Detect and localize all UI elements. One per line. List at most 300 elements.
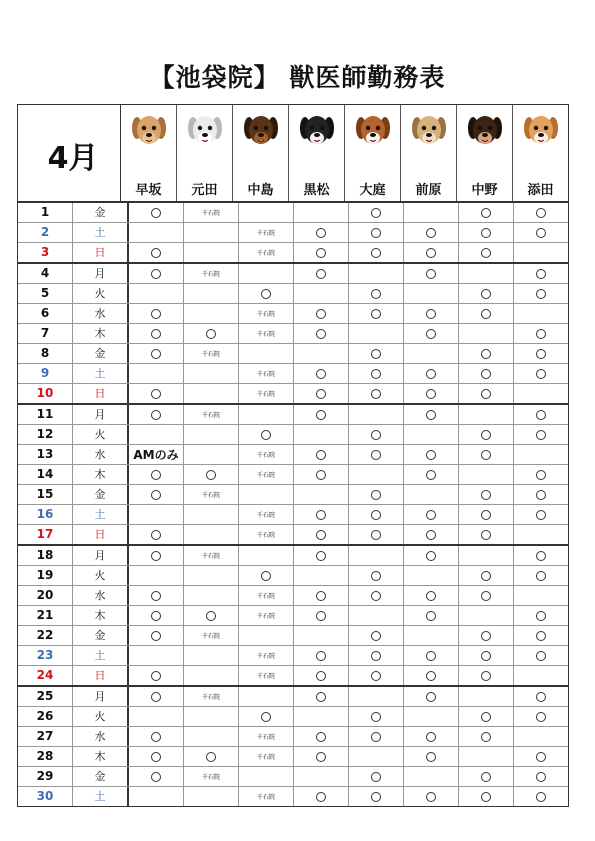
on-duty-mark <box>261 712 271 722</box>
on-duty-mark <box>316 450 326 460</box>
on-duty-mark <box>371 289 381 299</box>
date-cell: 25 <box>18 687 73 706</box>
shift-cell <box>349 264 404 283</box>
shift-cell <box>404 727 459 746</box>
shift-cell <box>129 566 184 585</box>
date-cell: 30 <box>18 787 73 806</box>
shift-cell <box>459 566 514 585</box>
on-duty-mark <box>316 248 326 258</box>
on-duty-mark <box>371 389 381 399</box>
on-duty-mark <box>316 651 326 661</box>
branch-note: 千石院 <box>201 774 220 781</box>
shift-cell <box>514 586 568 605</box>
shift-cell <box>239 727 294 746</box>
shift-cell <box>459 767 514 786</box>
shift-cell <box>129 626 184 645</box>
branch-note: 千石院 <box>201 351 220 358</box>
table-row <box>18 546 568 566</box>
on-duty-mark <box>371 369 381 379</box>
shift-cell <box>459 747 514 766</box>
shift-cell <box>294 646 349 665</box>
shift-cell <box>129 646 184 665</box>
shift-cell <box>404 525 459 544</box>
on-duty-mark <box>316 329 326 339</box>
shift-cell <box>239 646 294 665</box>
doctor-column <box>289 105 345 201</box>
table-row <box>18 304 568 324</box>
shift-cell <box>514 747 568 766</box>
on-duty-mark <box>371 530 381 540</box>
shift-cell <box>404 626 459 645</box>
branch-note: 千石院 <box>256 593 275 600</box>
on-duty-mark <box>536 792 546 802</box>
chihuahua-icon <box>467 105 503 155</box>
shift-cell <box>349 787 404 806</box>
shift-cell <box>129 465 184 484</box>
shift-cell <box>404 505 459 524</box>
on-duty-mark <box>371 772 381 782</box>
shift-cell <box>404 264 459 283</box>
shift-cell <box>514 666 568 685</box>
shift-cell <box>404 646 459 665</box>
on-duty-mark <box>151 470 161 480</box>
on-duty-mark <box>481 772 491 782</box>
branch-note: 千石院 <box>256 230 275 237</box>
doctor-name: 元田 <box>191 183 218 198</box>
on-duty-mark <box>371 430 381 440</box>
branch-note: 千石院 <box>256 391 275 398</box>
table-row <box>18 485 568 505</box>
shift-cell <box>514 687 568 706</box>
jack-russell-icon <box>355 105 391 155</box>
date-cell: 1 <box>18 203 73 222</box>
on-duty-mark <box>536 269 546 279</box>
table-row <box>18 606 568 626</box>
weekday-cell: 月 <box>73 405 129 424</box>
on-duty-mark <box>481 349 491 359</box>
shift-cell <box>129 304 184 323</box>
table-row <box>18 646 568 666</box>
shift-cell <box>294 364 349 383</box>
table-row <box>18 243 568 264</box>
on-duty-mark <box>536 490 546 500</box>
shift-cell <box>459 264 514 283</box>
shift-cell <box>459 687 514 706</box>
shift-cell <box>349 243 404 262</box>
shift-cell <box>349 707 404 726</box>
shift-cell <box>184 384 239 403</box>
shift-cell <box>184 324 239 343</box>
shift-cell <box>514 405 568 424</box>
on-duty-mark <box>151 389 161 399</box>
shift-cell <box>459 707 514 726</box>
shift-cell <box>514 203 568 222</box>
shift-cell <box>184 223 239 242</box>
on-duty-mark <box>371 792 381 802</box>
on-duty-mark <box>316 470 326 480</box>
branch-note: 千石院 <box>256 794 275 801</box>
shift-cell <box>129 727 184 746</box>
branch-note: 千石院 <box>201 633 220 640</box>
shift-cell <box>294 223 349 242</box>
weekday-cell: 水 <box>73 727 129 746</box>
am-only-note: AMのみ <box>133 448 179 462</box>
branch-note: 千石院 <box>201 492 220 499</box>
date-cell: 14 <box>18 465 73 484</box>
shift-cell <box>349 284 404 303</box>
doctor-column <box>121 105 177 201</box>
on-duty-mark <box>536 772 546 782</box>
on-duty-mark <box>536 510 546 520</box>
shift-cell <box>129 243 184 262</box>
doctor-name: 添田 <box>527 183 554 198</box>
shift-cell <box>294 525 349 544</box>
shift-cell <box>294 425 349 444</box>
shift-cell <box>129 223 184 242</box>
on-duty-mark <box>426 228 436 238</box>
shift-cell <box>294 284 349 303</box>
branch-note: 千石院 <box>201 412 220 419</box>
shift-cell <box>459 223 514 242</box>
on-duty-mark <box>371 591 381 601</box>
branch-note: 千石院 <box>256 331 275 338</box>
table-row <box>18 384 568 405</box>
shift-cell <box>459 626 514 645</box>
shift-cell <box>459 425 514 444</box>
table-row <box>18 525 568 546</box>
on-duty-mark <box>316 551 326 561</box>
shift-cell <box>349 646 404 665</box>
dachshund-dark-icon <box>243 105 279 155</box>
shift-cell <box>184 747 239 766</box>
shift-cell <box>404 324 459 343</box>
doctor-name: 黒松 <box>303 183 330 198</box>
on-duty-mark <box>206 470 216 480</box>
on-duty-mark <box>371 571 381 581</box>
shift-cell <box>459 284 514 303</box>
shift-cell <box>404 425 459 444</box>
table-row <box>18 787 568 806</box>
on-duty-mark <box>316 389 326 399</box>
shift-cell <box>239 666 294 685</box>
shift-cell <box>294 304 349 323</box>
shift-cell <box>184 405 239 424</box>
shift-cell <box>184 203 239 222</box>
page-title: 【池袋院】 獣医師勤務表 <box>149 63 446 92</box>
shift-cell <box>349 405 404 424</box>
table-row <box>18 586 568 606</box>
on-duty-mark <box>481 571 491 581</box>
branch-note: 千石院 <box>201 553 220 560</box>
on-duty-mark <box>481 450 491 460</box>
shift-cell <box>404 747 459 766</box>
on-duty-mark <box>536 571 546 581</box>
date-cell: 23 <box>18 646 73 665</box>
shift-cell <box>239 747 294 766</box>
shift-cell <box>349 606 404 625</box>
branch-note: 千石院 <box>256 532 275 539</box>
weekday-cell: 火 <box>73 425 129 444</box>
shift-cell <box>459 203 514 222</box>
on-duty-mark <box>536 410 546 420</box>
date-cell: 5 <box>18 284 73 303</box>
shihtzu-icon <box>187 105 223 155</box>
shift-cell <box>129 505 184 524</box>
shift-cell <box>129 405 184 424</box>
on-duty-mark <box>481 712 491 722</box>
doctor-name: 大庭 <box>359 183 386 198</box>
shift-cell <box>184 666 239 685</box>
on-duty-mark <box>151 309 161 319</box>
shift-cell <box>459 505 514 524</box>
on-duty-mark <box>371 349 381 359</box>
on-duty-mark <box>151 752 161 762</box>
weekday-cell: 木 <box>73 747 129 766</box>
on-duty-mark <box>151 591 161 601</box>
weekday-cell: 土 <box>73 364 129 383</box>
shift-cell <box>459 324 514 343</box>
date-cell: 27 <box>18 727 73 746</box>
branch-note: 千石院 <box>256 512 275 519</box>
on-duty-mark <box>371 228 381 238</box>
shift-cell <box>349 586 404 605</box>
shift-cell <box>184 505 239 524</box>
date-cell: 13 <box>18 445 73 464</box>
on-duty-mark <box>151 631 161 641</box>
shift-cell <box>404 284 459 303</box>
shift-cell <box>404 687 459 706</box>
shift-cell <box>459 243 514 262</box>
shift-cell <box>349 626 404 645</box>
weekday-cell: 日 <box>73 384 129 403</box>
date-cell: 11 <box>18 405 73 424</box>
shift-cell <box>404 566 459 585</box>
shift-cell <box>514 284 568 303</box>
on-duty-mark <box>151 530 161 540</box>
date-cell: 15 <box>18 485 73 504</box>
on-duty-mark <box>151 349 161 359</box>
on-duty-mark <box>261 571 271 581</box>
shift-cell <box>294 727 349 746</box>
shift-cell <box>514 344 568 363</box>
branch-note: 千石院 <box>256 371 275 378</box>
on-duty-mark <box>481 248 491 258</box>
branch-note: 千石院 <box>256 613 275 620</box>
shift-cell <box>239 384 294 403</box>
on-duty-mark <box>316 732 326 742</box>
on-duty-mark <box>151 248 161 258</box>
shift-cell <box>514 727 568 746</box>
date-cell: 7 <box>18 324 73 343</box>
branch-note: 千石院 <box>256 734 275 741</box>
shift-cell <box>239 485 294 504</box>
shift-cell <box>404 767 459 786</box>
shift-cell <box>129 384 184 403</box>
shift-cell <box>239 586 294 605</box>
shift-cell <box>459 546 514 565</box>
shift-cell <box>459 445 514 464</box>
shift-cell <box>404 344 459 363</box>
on-duty-mark <box>206 329 216 339</box>
shift-cell <box>294 666 349 685</box>
date-cell: 16 <box>18 505 73 524</box>
shift-cell <box>349 223 404 242</box>
weekday-cell: 日 <box>73 666 129 685</box>
on-duty-mark <box>426 269 436 279</box>
on-duty-mark <box>371 510 381 520</box>
shift-cell <box>514 304 568 323</box>
shift-cell <box>459 666 514 685</box>
shift-cell <box>294 324 349 343</box>
shift-cell <box>514 646 568 665</box>
shift-cell <box>129 344 184 363</box>
on-duty-mark <box>426 732 436 742</box>
shift-cell <box>129 364 184 383</box>
shift-cell <box>239 465 294 484</box>
on-duty-mark <box>316 309 326 319</box>
shift-cell <box>349 566 404 585</box>
table-row <box>18 425 568 445</box>
shift-cell <box>294 505 349 524</box>
on-duty-mark <box>206 752 216 762</box>
weekday-cell: 金 <box>73 344 129 363</box>
weekday-cell: 金 <box>73 485 129 504</box>
shift-cell <box>239 566 294 585</box>
table-row <box>18 707 568 727</box>
doctor-column <box>233 105 289 201</box>
on-duty-mark <box>426 470 436 480</box>
shift-cell <box>349 344 404 363</box>
on-duty-mark <box>371 490 381 500</box>
shift-cell <box>514 243 568 262</box>
shift-cell <box>349 485 404 504</box>
shift-cell <box>514 787 568 806</box>
shift-cell <box>349 324 404 343</box>
shift-cell <box>129 747 184 766</box>
on-duty-mark <box>481 671 491 681</box>
on-duty-mark <box>426 692 436 702</box>
on-duty-mark <box>426 389 436 399</box>
on-duty-mark <box>151 269 161 279</box>
weekday-cell: 金 <box>73 767 129 786</box>
shift-cell <box>129 767 184 786</box>
shift-cell <box>184 425 239 444</box>
shift-cell <box>184 646 239 665</box>
shift-cell <box>239 626 294 645</box>
table-row <box>18 747 568 767</box>
shift-cell <box>184 707 239 726</box>
shift-cell <box>404 485 459 504</box>
shift-cell <box>514 485 568 504</box>
on-duty-mark <box>426 591 436 601</box>
shift-cell <box>239 364 294 383</box>
date-cell: 19 <box>18 566 73 585</box>
date-cell: 21 <box>18 606 73 625</box>
doctor-column <box>457 105 513 201</box>
shift-cell <box>239 767 294 786</box>
on-duty-mark <box>426 510 436 520</box>
on-duty-mark <box>536 611 546 621</box>
shift-cell <box>404 384 459 403</box>
shiba-icon <box>523 105 559 155</box>
weekday-cell: 火 <box>73 284 129 303</box>
shift-cell <box>459 485 514 504</box>
shift-cell <box>239 264 294 283</box>
on-duty-mark <box>481 591 491 601</box>
shift-cell <box>239 203 294 222</box>
on-duty-mark <box>481 309 491 319</box>
shift-cell <box>514 566 568 585</box>
on-duty-mark <box>151 692 161 702</box>
shift-cell <box>184 364 239 383</box>
shift-cell <box>294 344 349 363</box>
on-duty-mark <box>371 309 381 319</box>
on-duty-mark <box>481 389 491 399</box>
date-cell: 6 <box>18 304 73 323</box>
on-duty-mark <box>316 510 326 520</box>
date-cell: 24 <box>18 666 73 685</box>
on-duty-mark <box>426 671 436 681</box>
date-cell: 4 <box>18 264 73 283</box>
shift-cell <box>349 525 404 544</box>
on-duty-mark <box>481 369 491 379</box>
weekday-cell: 火 <box>73 707 129 726</box>
weekday-cell: 月 <box>73 264 129 283</box>
date-cell: 26 <box>18 707 73 726</box>
shift-cell <box>294 243 349 262</box>
table-row <box>18 223 568 243</box>
shift-cell <box>239 445 294 464</box>
on-duty-mark <box>536 752 546 762</box>
on-duty-mark <box>426 530 436 540</box>
on-duty-mark <box>426 248 436 258</box>
shift-cell <box>184 465 239 484</box>
shift-cell <box>239 304 294 323</box>
on-duty-mark <box>316 369 326 379</box>
on-duty-mark <box>371 651 381 661</box>
shift-cell <box>294 767 349 786</box>
branch-note: 千石院 <box>256 472 275 479</box>
table-row <box>18 203 568 223</box>
table-row <box>18 727 568 747</box>
shift-cell <box>294 203 349 222</box>
branch-note: 千石院 <box>256 452 275 459</box>
shift-cell <box>514 384 568 403</box>
date-cell: 22 <box>18 626 73 645</box>
on-duty-mark <box>151 732 161 742</box>
shift-cell <box>294 586 349 605</box>
on-duty-mark <box>481 631 491 641</box>
table-row <box>18 626 568 646</box>
on-duty-mark <box>316 410 326 420</box>
on-duty-mark <box>151 671 161 681</box>
on-duty-mark <box>371 631 381 641</box>
on-duty-mark <box>316 752 326 762</box>
shift-cell <box>239 344 294 363</box>
on-duty-mark <box>536 470 546 480</box>
on-duty-mark <box>316 671 326 681</box>
on-duty-mark <box>206 611 216 621</box>
date-cell: 12 <box>18 425 73 444</box>
weekday-cell: 木 <box>73 606 129 625</box>
table-row <box>18 344 568 364</box>
shift-cell <box>184 687 239 706</box>
on-duty-mark <box>536 712 546 722</box>
doctor-name: 早坂 <box>135 183 162 198</box>
on-duty-mark <box>371 732 381 742</box>
shift-cell <box>294 687 349 706</box>
on-duty-mark <box>426 329 436 339</box>
